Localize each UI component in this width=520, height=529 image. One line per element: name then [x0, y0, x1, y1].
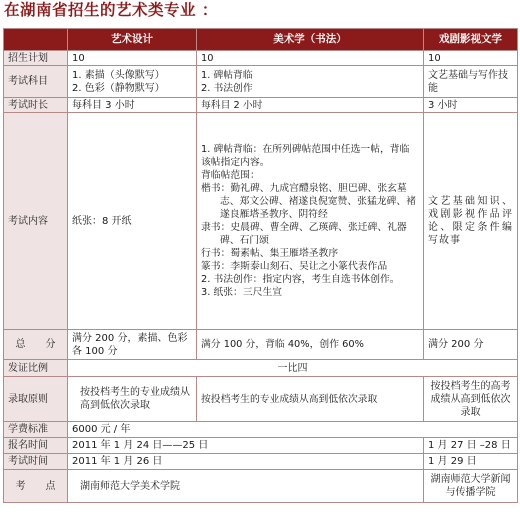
subject-creation: 2. 书法创作 [201, 82, 253, 94]
table-header-row [4, 29, 518, 51]
row-label-principle: 录取原则 [4, 377, 68, 422]
duration-calligraphy: 每科目 2 小时 [197, 98, 424, 113]
content-line-kaishu: 楷书：勤礼碑、九成宫醴泉铭、胆巴碑、张玄墓志、郑文公碑、褚遂良倪宽赞、张猛龙碑、褚遂良雁塔圣教序、阴符经 [201, 183, 416, 220]
subject-color: 2. 色彩（静物默写） [72, 82, 165, 94]
row-label-ratio: 发证比例 [4, 360, 68, 377]
table-row [4, 377, 518, 422]
content-calligraphy [197, 113, 424, 330]
content-drama: 文艺基础知识、戏剧影视作品评论、限定条件编写故事 [424, 113, 518, 330]
subjects-calligraphy [197, 66, 424, 98]
signup-drama: 1 月 27 日 –28 日 [424, 438, 518, 454]
location-drama: 湖南师范大学新闻与传播学院 [424, 470, 518, 503]
principle-drama: 按投档考生的高考成绩从高到低依次录取 [424, 377, 518, 422]
signup-art: 2011 年 1 月 24 日——25 日 [68, 438, 424, 454]
duration-art-design: 每科目 3 小时 [68, 98, 197, 113]
subjects-drama: 文艺基础与写作技能 [424, 66, 518, 98]
table-row [4, 422, 518, 438]
plan-art-design: 10 [68, 51, 197, 66]
header-art-design: 艺术设计 [68, 29, 197, 51]
row-label-location: 考 点 [4, 470, 68, 503]
table-row [4, 360, 518, 377]
ratio-value: 一比四 [68, 360, 518, 377]
table-row [4, 470, 518, 503]
row-label-subjects: 考试科目 [4, 66, 68, 98]
table-row [4, 51, 518, 66]
content-line-zhuanshu: 篆书：李斯泰山刻石、吴让之小篆代表作品 [201, 261, 388, 272]
table-row [4, 98, 518, 113]
row-label-examtime: 考试时间 [4, 454, 68, 470]
table-row [4, 454, 518, 470]
admissions-table [3, 28, 518, 503]
page-title: 在湖南省招生的艺术类专业 ： [4, 1, 218, 19]
table-row [4, 113, 518, 330]
plan-calligraphy: 10 [197, 51, 424, 66]
content-line-xingshu: 行书：蜀素帖、集王雁塔圣教序 [201, 248, 339, 259]
plan-drama: 10 [424, 51, 518, 66]
duration-drama: 3 小时 [424, 98, 518, 113]
score-drama: 满分 200 分 [424, 330, 518, 360]
table-row [4, 438, 518, 454]
header-fine-arts-calligraphy: 美术学（书法） [197, 29, 424, 51]
score-calligraphy: 满分 100 分，背临 40%，创作 60% [197, 330, 424, 360]
principle-art-design: 按投档考生的专业成绩从高到低依次录取 [68, 377, 197, 422]
header-corner [4, 29, 68, 51]
examtime-drama: 1 月 29 日 [424, 454, 518, 470]
content-line-2: 背临帖范围： [201, 170, 260, 181]
fee-value: 6000 元 / 年 [68, 422, 518, 438]
row-label-duration: 考试时长 [4, 98, 68, 113]
content-line-1: 1. 碑帖背临：在所列碑帖范围中任选一帖，背临该帖指定内容。 [201, 144, 410, 168]
row-label-signup: 报名时间 [4, 438, 68, 454]
principle-calligraphy: 按投档考生的专业成绩从高到低依次录取 [197, 377, 424, 422]
subject-copying: 1. 碑帖背临 [201, 69, 253, 81]
content-art-design: 纸张：8 开纸 [68, 113, 197, 330]
row-label-fee: 学费标准 [4, 422, 68, 438]
table-row [4, 66, 518, 98]
table-row [4, 330, 518, 360]
subject-sketch: 1. 素描（头像默写） [72, 69, 165, 81]
row-label-score: 总 分 [4, 330, 68, 360]
content-line-paper: 3. 纸张：三尺生宣 [201, 287, 283, 298]
row-label-content: 考试内容 [4, 113, 68, 330]
content-line-creation: 2. 书法创作：指定内容，考生自选书体创作。 [201, 274, 400, 285]
location-art: 湖南师范大学美术学院 [68, 470, 424, 503]
score-art-design: 满分 200 分，素描、色彩各 100 分 [68, 330, 197, 360]
row-label-plan: 招生计划 [4, 51, 68, 66]
examtime-art: 2011 年 1 月 26 日 [68, 454, 424, 470]
subjects-art-design [68, 66, 197, 98]
header-drama-film-literature: 戏剧影视文学 [424, 29, 518, 51]
content-line-lishu: 隶书：史晨碑、曹全碑、乙瑛碑、张迁碑、礼器碑、石门颂 [201, 222, 407, 246]
